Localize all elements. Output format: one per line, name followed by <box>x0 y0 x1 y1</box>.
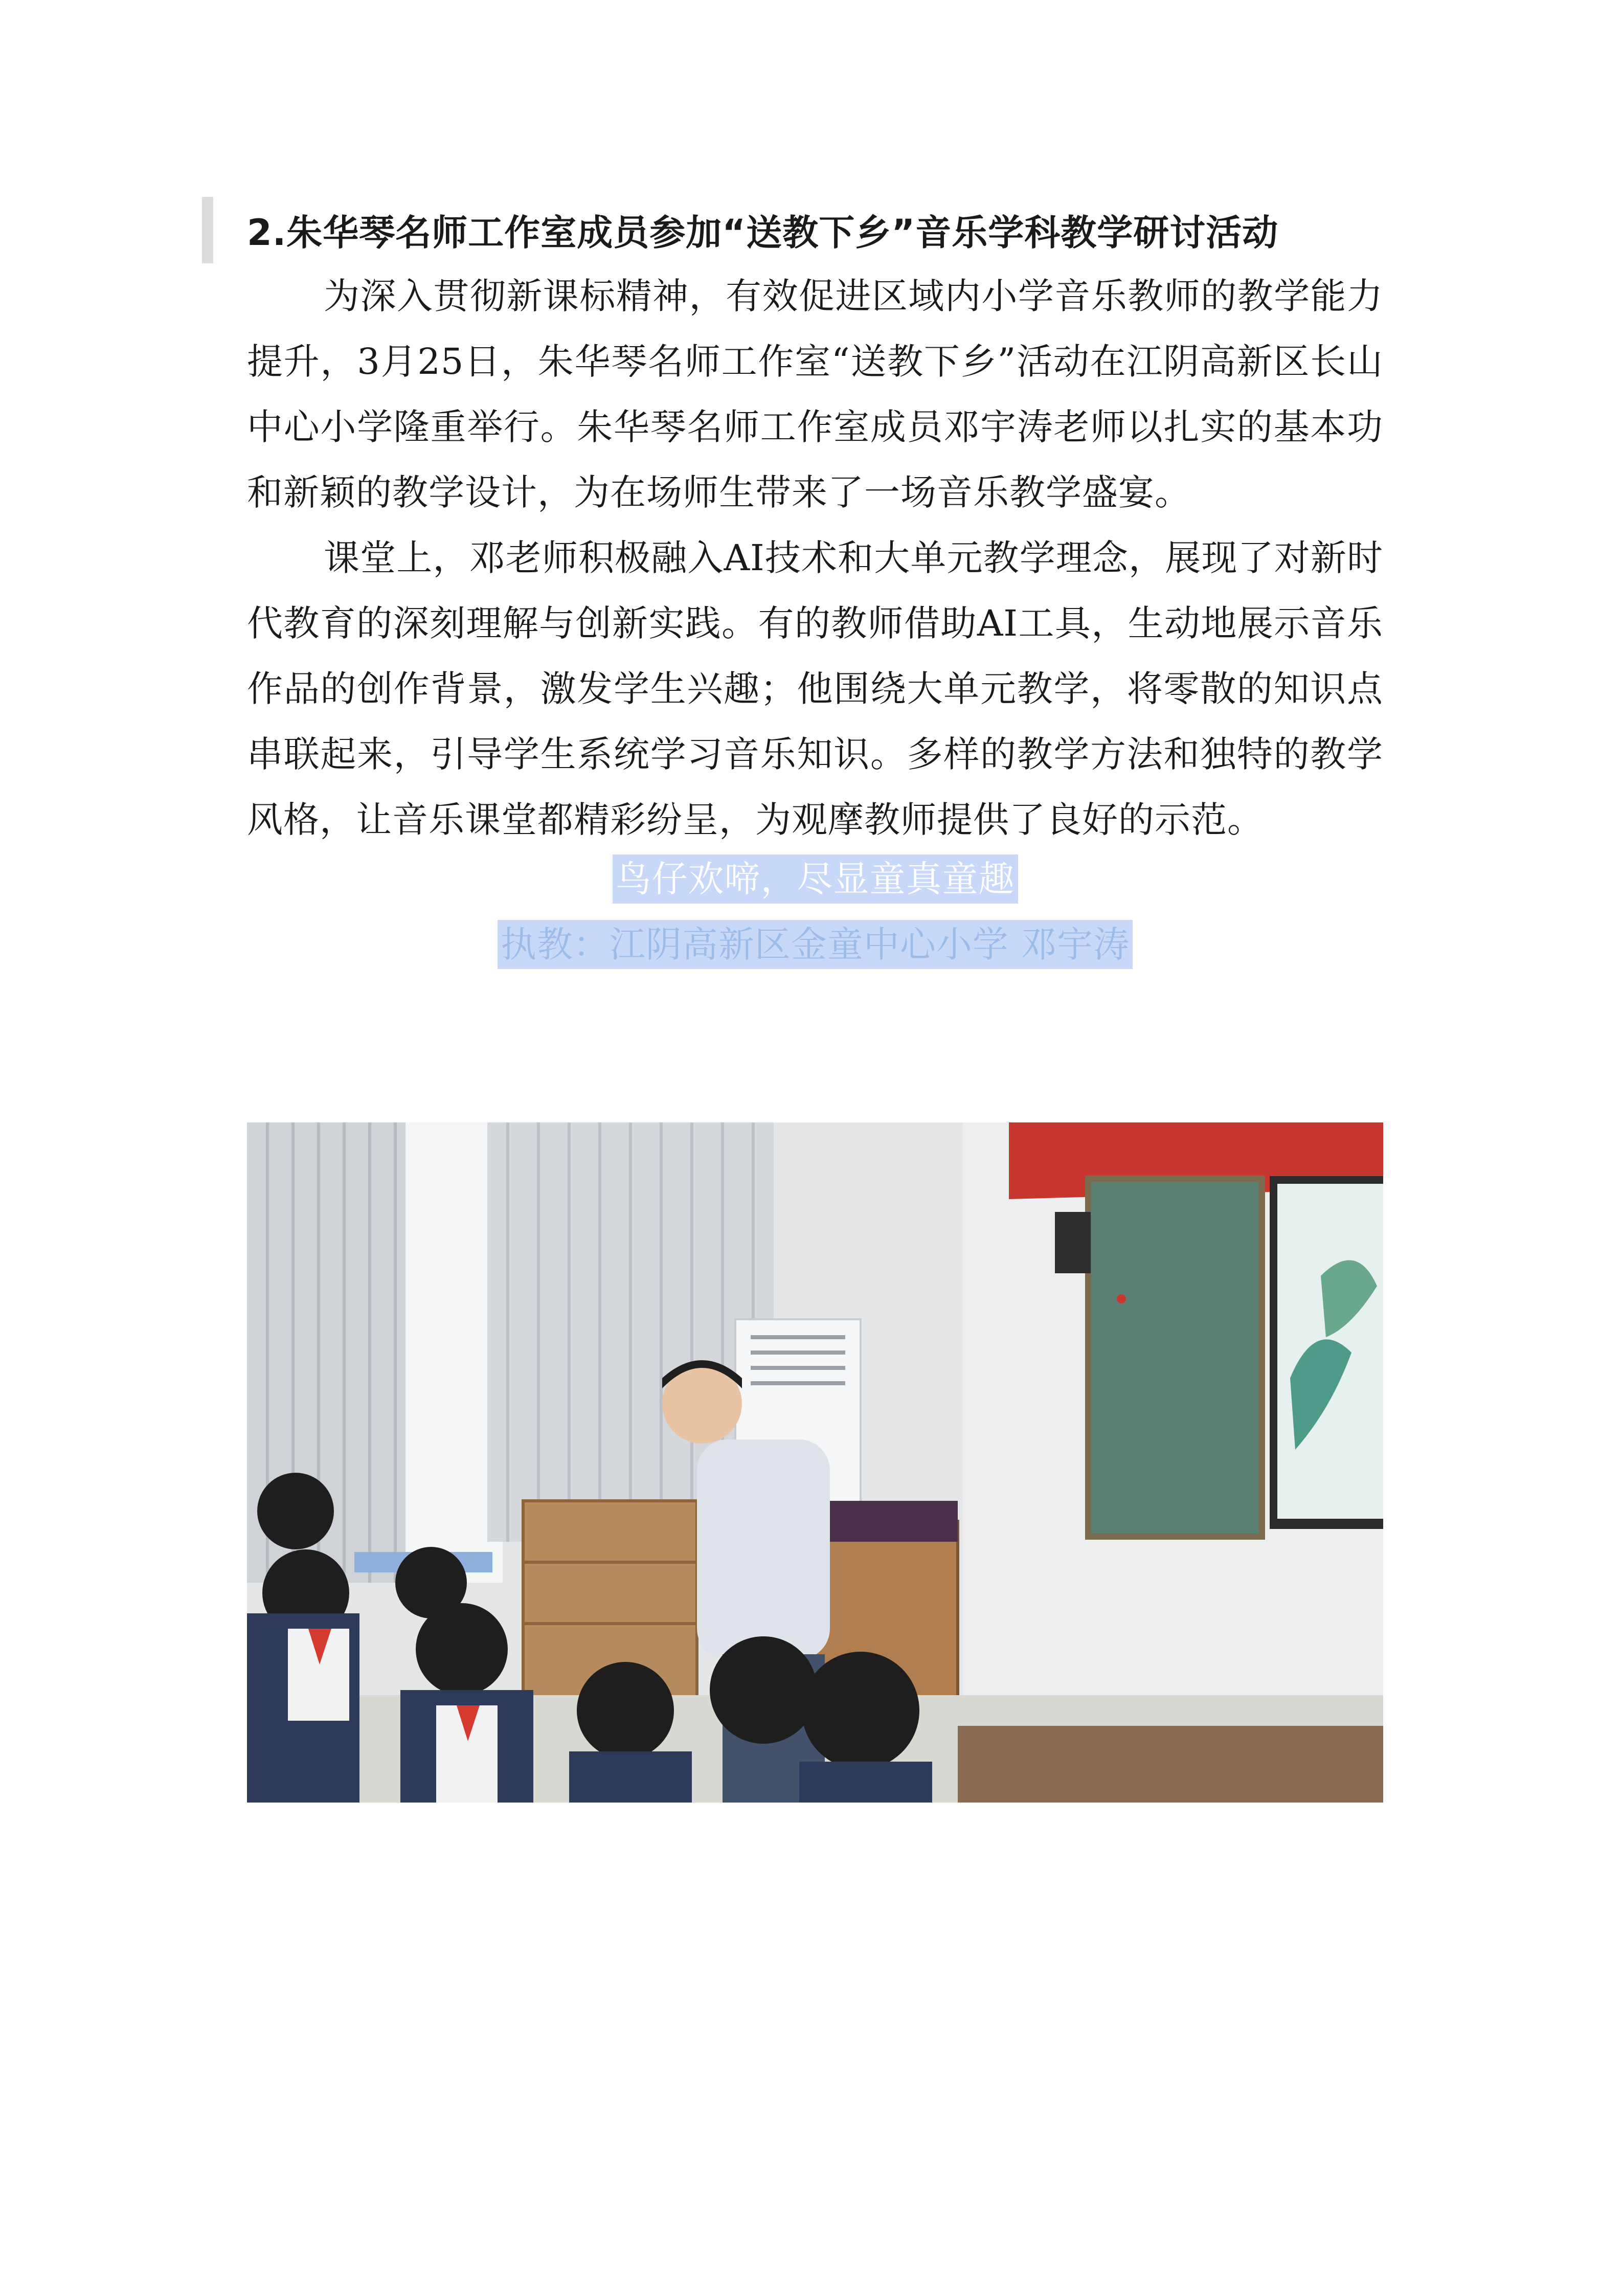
section-heading <box>247 202 1383 263</box>
paragraph-1: 为深入贯彻新课标精神，有效促进区域内小学音乐教师的教学能力提升，3月25日，朱华琴名师工作室“送教下乡”活动在江阴高新区长山中心小学隆重举行。朱华琴名师工作室成员邓宇涛老师以扎实的基本功和新颖的教学设计，为在场师生带来了一场音乐教学盛宴。 <box>247 275 1383 513</box>
paragraph-2: 课堂上，邓老师积极融入AI技术和大单元教学理念，展现了对新时代教育的深刻理解与创新实践。有的教师借助AI工具，生动地展示音乐作品的创作背景，激发学生兴趣；他围绕大单元教学，将零散的知识点串联起来，引导学生系统学习音乐知识。多样的教学方法和独特的教学风格，让音乐课堂都精彩纷呈，为观摩教师提供了良好的示范。 <box>247 537 1383 841</box>
article-body <box>247 202 1383 969</box>
lesson-title-caption: 鸟仔欢啼，尽显童真童趣 <box>613 854 1018 904</box>
photo-caption-block <box>247 854 1383 969</box>
classroom-photo <box>247 1122 1383 1803</box>
teacher-caption: 执教：江阴高新区金童中心小学 邓宇涛 <box>498 920 1133 969</box>
heading-accent-bar <box>202 197 213 263</box>
classroom-photo-illustration <box>247 1122 1383 1803</box>
section-heading-text: 2.朱华琴名师工作室成员参加“送教下乡”音乐学科教学研讨活动 <box>247 212 1279 254</box>
